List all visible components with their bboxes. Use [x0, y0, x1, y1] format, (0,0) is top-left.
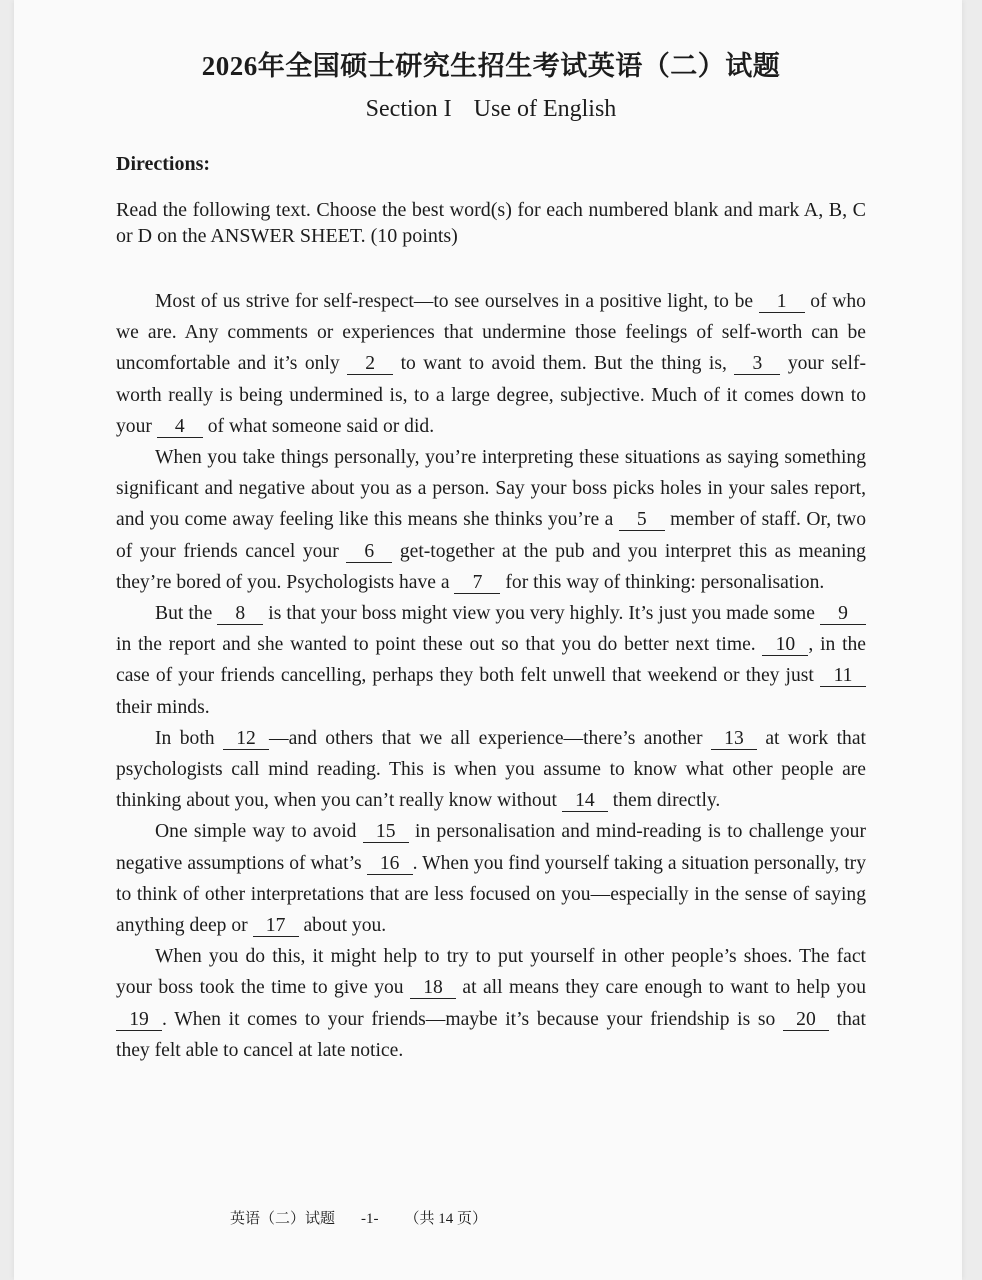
passage-text: is that your boss might view you very highly. It’s just you made some [263, 603, 820, 625]
blank-19: 19 [116, 1010, 162, 1031]
exam-title: 2026年全国硕士研究生招生考试英语（二）试题 [201, 51, 781, 81]
section-heading [0, 96, 982, 123]
passage-text: of who we are. Any comments or experiences that undermine those feelings of self-worth can be uncomfortable and it’s only [116, 291, 866, 375]
footer-subject: 英语（二）试题 [230, 1211, 336, 1227]
paragraph-3 [116, 598, 866, 723]
directions-heading: Directions: [116, 153, 211, 175]
passage-text: , in the case of your friends cancelling, perhaps they both felt unwell that weekend or they just [116, 634, 867, 687]
passage-text: at work that psychologists call mind reading. This is when you assume to know what other people are thinking about you, when you can’t really know without [116, 727, 866, 812]
blank-20: 20 [783, 1010, 829, 1031]
passage-text: In both [155, 727, 223, 749]
paragraph-5 [116, 816, 866, 941]
blank-2: 2 [347, 354, 393, 375]
passage-text: them directly. [607, 790, 721, 812]
passage-text: When you do this, it might help to try to put yourself in other people’s shoes. The fact your boss took the time to give you [116, 946, 866, 999]
passage-text: their minds. [116, 696, 210, 718]
passage-text: about you. [298, 915, 387, 937]
directions-text: Read the following text. Choose the best word(s) for each numbered blank and mark A, B, C or D on the ANSWER SHEET. (10 points) [116, 199, 866, 247]
blank-11: 11 [820, 666, 866, 687]
passage-text: When you take things personally, you’re interpreting these situations as saying something significant and negative about you as a person. Say your boss picks holes in your sales report, and you come away feeling like this means she thinks you’re a [116, 447, 866, 531]
passage-text: to want to avoid them. But the thing is, [393, 353, 735, 375]
page-footer [230, 1207, 513, 1228]
blank-1: 1 [759, 292, 805, 313]
blank-13: 13 [711, 729, 757, 750]
blank-15: 15 [363, 822, 409, 843]
blank-9: 9 [820, 604, 866, 625]
passage-text: of what someone said or did. [202, 415, 435, 437]
blank-3: 3 [734, 354, 780, 375]
passage-text: Most of us strive for self-respect—to see ourselves in a positive light, to be [155, 291, 759, 312]
blank-17: 17 [253, 916, 299, 937]
passage-text: get-together at the pub and you interpret this as meaning they’re bored of you. Psychologists have a [116, 540, 866, 593]
passage-text: in personalisation and mind-reading is to challenge your negative assumptions of what’s [116, 821, 866, 874]
passage-text: One simple way to avoid [155, 821, 363, 843]
passage-text: for this way of thinking: personalisation. [500, 571, 825, 593]
blank-18: 18 [410, 978, 456, 999]
passage-text: member of staff. Or, two of your friends cancel your [116, 509, 866, 562]
blank-5: 5 [619, 510, 665, 531]
blank-10: 10 [762, 635, 808, 656]
passage-text: your self-worth really is being undermined is, to a large degree, subjective. Much of it comes down to your [116, 353, 866, 437]
passage-text: . When you find yourself taking a situation personally, try to think of other interpretations that are less focused on you—especially in the sense of saying anything deep or [116, 852, 867, 937]
blank-12: 12 [223, 729, 269, 750]
blank-8: 8 [217, 604, 263, 625]
cloze-passage [116, 286, 866, 1066]
section-name: Use of English [473, 96, 617, 122]
paragraph-4 [116, 723, 866, 817]
footer-page-number: -1- [361, 1211, 379, 1227]
blank-4: 4 [157, 417, 203, 438]
blank-16: 16 [367, 854, 413, 875]
blank-6: 6 [346, 542, 392, 563]
footer-total-pages: （共 14 页） [404, 1211, 488, 1227]
paragraph-2 [116, 442, 866, 598]
passage-text: at all means they care enough to want to help you [456, 977, 866, 999]
passage-text: . When it comes to your friends—maybe it’s because your friendship is so [162, 1008, 783, 1030]
blank-7: 7 [454, 573, 500, 594]
section-number: Section I [365, 96, 452, 122]
passage-text: in the report and she wanted to point these out so that you do better next time. [116, 634, 763, 656]
paragraph-1 [116, 286, 866, 442]
paragraph-6 [116, 941, 866, 1066]
passage-text: But the [155, 603, 218, 625]
passage-text: that they felt able to cancel at late notice. [116, 1008, 867, 1061]
blank-14: 14 [562, 791, 608, 812]
passage-text: —and others that we all experience—there’s another [269, 727, 711, 749]
